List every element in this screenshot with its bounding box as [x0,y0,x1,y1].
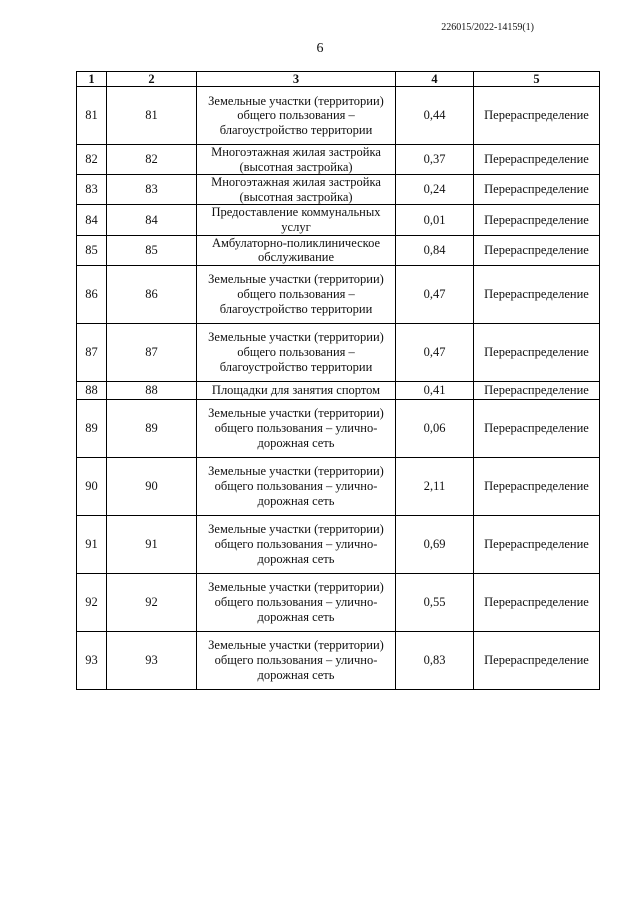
cell-area: 0,84 [396,235,474,265]
cell-number: 92 [77,573,107,631]
document-id: 226015/2022-14159(1) [441,22,534,33]
cell-index: 82 [107,145,197,175]
cell-method: Перераспределение [474,87,600,145]
cell-number: 90 [77,457,107,515]
cell-number: 81 [77,87,107,145]
cell-land-use: Предоставление коммунальных услуг [197,205,396,235]
cell-land-use: Амбулаторно-поликлиническое обслуживание [197,235,396,265]
table-row [77,205,600,235]
cell-number: 93 [77,631,107,689]
cell-method: Перераспределение [474,323,600,381]
cell-index: 87 [107,323,197,381]
column-header: 3 [197,72,396,87]
table-row [77,145,600,175]
cell-method: Перераспределение [474,515,600,573]
cell-area: 0,06 [396,399,474,457]
cell-index: 84 [107,205,197,235]
cell-area: 2,11 [396,457,474,515]
page-number: 6 [316,41,324,56]
cell-index: 91 [107,515,197,573]
table-row [77,235,600,265]
cell-area: 0,41 [396,381,474,399]
cell-area: 0,01 [396,205,474,235]
cell-area: 0,37 [396,145,474,175]
land-plots-table [76,71,600,690]
table-row [77,381,600,399]
cell-method: Перераспределение [474,381,600,399]
cell-area: 0,44 [396,87,474,145]
table-row [77,515,600,573]
cell-number: 91 [77,515,107,573]
cell-index: 83 [107,175,197,205]
cell-area: 0,47 [396,323,474,381]
cell-number: 88 [77,381,107,399]
cell-index: 90 [107,457,197,515]
cell-land-use: Земельные участки (территории) общего пользования – улично-дорожная сеть [197,399,396,457]
cell-area: 0,55 [396,573,474,631]
cell-land-use: Земельные участки (территории) общего пользования – улично-дорожная сеть [197,515,396,573]
cell-method: Перераспределение [474,457,600,515]
cell-index: 81 [107,87,197,145]
table-header-row [77,72,600,87]
table-row [77,265,600,323]
cell-number: 86 [77,265,107,323]
cell-area: 0,69 [396,515,474,573]
cell-method: Перераспределение [474,573,600,631]
cell-area: 0,47 [396,265,474,323]
cell-land-use: Земельные участки (территории) общего пользования – улично-дорожная сеть [197,573,396,631]
cell-area: 0,83 [396,631,474,689]
column-header: 5 [474,72,600,87]
table-row [77,457,600,515]
cell-land-use: Земельные участки (территории) общего пользования – улично-дорожная сеть [197,631,396,689]
cell-number: 87 [77,323,107,381]
table-row [77,631,600,689]
cell-method: Перераспределение [474,175,600,205]
cell-method: Перераспределение [474,145,600,175]
column-header: 1 [77,72,107,87]
cell-method: Перераспределение [474,235,600,265]
table-row [77,87,600,145]
cell-number: 84 [77,205,107,235]
cell-land-use: Земельные участки (территории) общего пользования – благоустройство территории [197,323,396,381]
cell-number: 85 [77,235,107,265]
cell-area: 0,24 [396,175,474,205]
cell-land-use: Земельные участки (территории) общего пользования – улично-дорожная сеть [197,457,396,515]
cell-land-use: Земельные участки (территории) общего пользования – благоустройство территории [197,265,396,323]
cell-land-use: Земельные участки (территории) общего пользования – благоустройство территории [197,87,396,145]
cell-index: 88 [107,381,197,399]
cell-index: 89 [107,399,197,457]
cell-index: 93 [107,631,197,689]
cell-land-use: Многоэтажная жилая застройка (высотная застройка) [197,145,396,175]
column-header: 4 [396,72,474,87]
cell-index: 86 [107,265,197,323]
cell-index: 85 [107,235,197,265]
cell-method: Перераспределение [474,399,600,457]
cell-index: 92 [107,573,197,631]
cell-number: 89 [77,399,107,457]
table-row [77,175,600,205]
cell-method: Перераспределение [474,265,600,323]
table-row [77,399,600,457]
cell-number: 83 [77,175,107,205]
cell-land-use: Площадки для занятия спортом [197,381,396,399]
table-row [77,573,600,631]
cell-land-use: Многоэтажная жилая застройка (высотная застройка) [197,175,396,205]
table-row [77,323,600,381]
column-header: 2 [107,72,197,87]
cell-number: 82 [77,145,107,175]
cell-method: Перераспределение [474,631,600,689]
cell-method: Перераспределение [474,205,600,235]
